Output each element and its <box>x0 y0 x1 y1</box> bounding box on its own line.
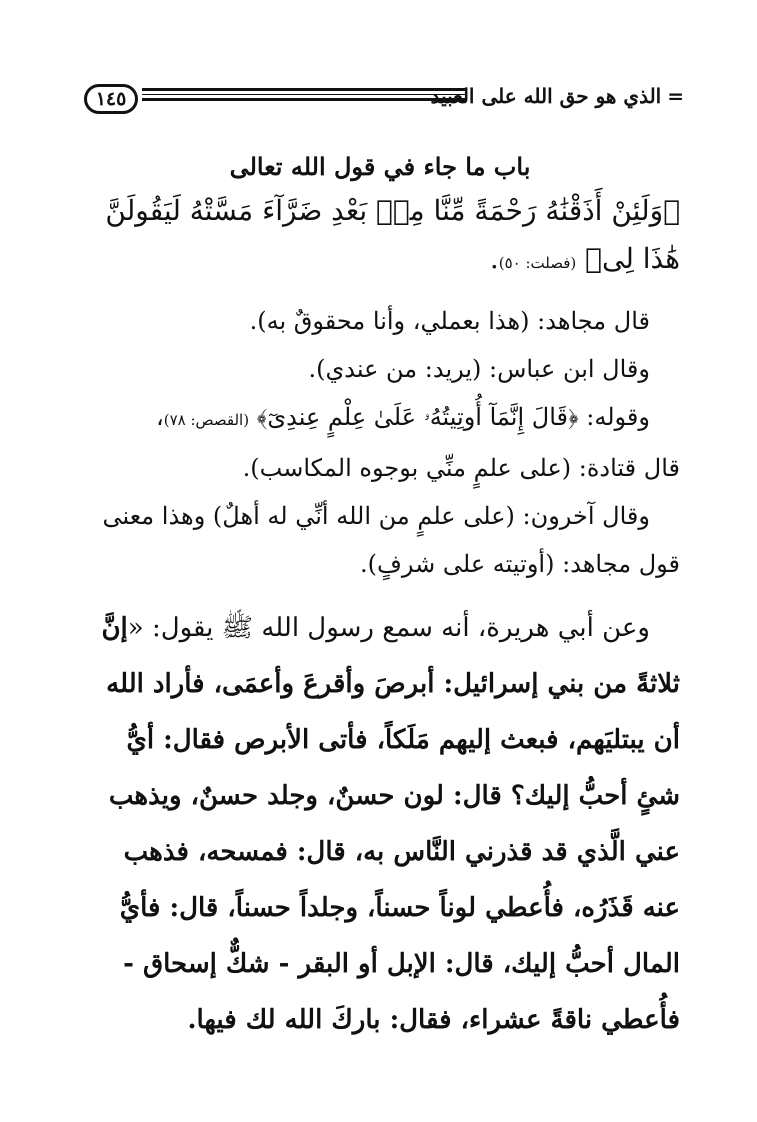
verse-reference: (فصلت: ٥٠) <box>498 254 577 272</box>
others-quote: وقال آخرون: (على علمٍ من الله أنِّي له أهلٌ) وهذا معنى قول مجاهد: (أوتيته على شرفٍ). <box>102 502 680 578</box>
second-verse-text: ﴿قَالَ إِنَّمَآ أُوتِيتُهُۥ عَلَىٰ عِلْمٍ عِندِىٓ﴾ <box>256 403 579 431</box>
running-title <box>431 84 684 108</box>
hadith-text: إنَّ ثلاثةً من بني إسرائيل: أبرصَ وأقرعَ وأعمَى، فأراد الله أن يبتليَهم، فبعث إليهم مَلَكاً، فأتى الأبرص فقال: أيُّ شئٍ أحبُّ إليك؟ قال: لون حسنٌ، وجلد حسنٌ، ويذهب عني الَّذي قد قذرني النَّاس به، قال: فمسحه، فذهب عنه قَذَرُه، فأُعطي لوناً حسناً، وجلداً حسناً، قال: فأيُّ المال أحبُّ إليك، قال: الإبل أو البقر - شكٌّ إسحاق - فأُعطي ناقةً عشراء، فقال: باركَ الله لك فيها. <box>101 613 680 1035</box>
chapter-title: باب ما جاء في قول الله تعالى <box>229 152 531 181</box>
qatada-quote: قال قتادة: (على علمٍ منِّي بوجوه المكاسب). <box>242 454 680 482</box>
page-number: ١٤٥ <box>84 84 138 114</box>
hadith-intro: وعن أبي هريرة، أنه سمع رسول الله ﷺ يقول: « <box>127 613 650 643</box>
hadith-paragraph <box>80 600 680 1048</box>
verse-close-bracket: ﴾ <box>585 242 602 275</box>
verse-open-bracket: ﴿ <box>663 194 680 227</box>
verse-text: وَلَئِنْ أَذَقْنَٰهُ رَحْمَةً مِّنَّا مِنۢ بَعْدِ ضَرَّآءَ مَسَّتْهُ لَيَقُولَنَّ هَٰذَا لِى <box>105 194 680 275</box>
quran-verse <box>80 187 680 287</box>
verse-end: . <box>489 242 499 275</box>
page-header <box>84 80 684 124</box>
mujahid-quote: قال مجاهد: (هذا بعملي، وأنا محقوقٌ به). <box>249 307 650 335</box>
second-verse-separator: ، <box>155 403 164 431</box>
header-rule-line <box>142 94 466 95</box>
running-title-dash: = <box>667 84 684 108</box>
header-rule <box>142 88 466 104</box>
page-body <box>80 152 680 1048</box>
header-rule-line <box>142 98 466 101</box>
header-rule-line <box>142 88 466 91</box>
second-verse-line <box>80 393 680 444</box>
second-verse-reference: (القصص: ٧٨) <box>163 411 250 429</box>
ibn-abbas-quote: وقال ابن عباس: (يريد: من عندي). <box>308 355 650 383</box>
second-verse-intro: وقوله: <box>578 403 650 431</box>
running-title-text: الذي هو حق الله على العبيد <box>430 84 662 108</box>
